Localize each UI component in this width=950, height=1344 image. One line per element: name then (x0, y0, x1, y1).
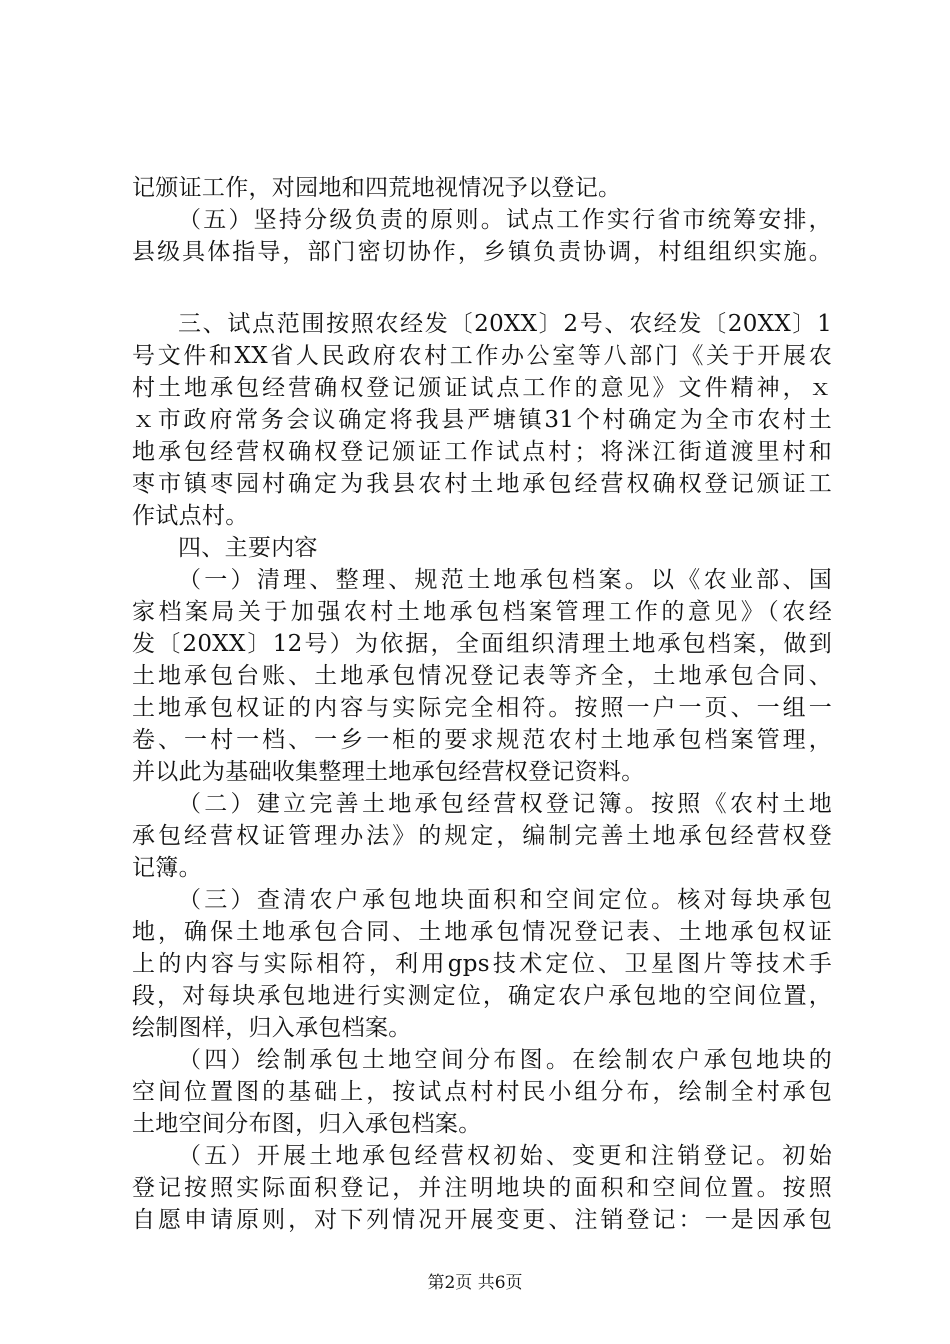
text-line: 土地承包台账、土地承包情况登记表等齐全，土地承包合同、 (132, 663, 832, 689)
text-line: 土地承包权证的内容与实际完全相符。按照一户一页、一组一 (132, 695, 832, 721)
text-line: 号文件和XX省人民政府农村工作办公室等八部门《关于开展农 (132, 343, 832, 369)
text-line: （一）清理、整理、规范土地承包档案。以《农业部、国 (178, 567, 832, 593)
text-line: 空间位置图的基础上，按试点村村民小组分布，绘制全村承包 (132, 1079, 832, 1105)
text-line: 承包经营权证管理办法》的规定，编制完善土地承包经营权登 (132, 823, 832, 849)
text-line: ｘ市政府常务会议确定将我县严塘镇31个村确定为全市农村土 (132, 407, 832, 433)
text-line: 三、试点范围按照农经发〔20XX〕2号、农经发〔20XX〕1 (178, 311, 832, 337)
text-line: 枣市镇枣园村确定为我县农村土地承包经营权确权登记颁证工 (132, 471, 832, 497)
text-line: 自愿申请原则，对下列情况开展变更、注销登记：一是因承包 (132, 1207, 832, 1233)
text-line: 地，确保土地承包合同、土地承包情况登记表、土地承包权证 (132, 919, 832, 945)
text-line: 记簿。 (132, 855, 202, 881)
document-body (132, 172, 832, 1236)
page-number-footer: 第2页 共6页 (427, 1273, 523, 1293)
text-line: （二）建立完善土地承包经营权登记簿。按照《农村土地 (178, 791, 832, 817)
text-line: 记颁证工作，对园地和四荒地视情况予以登记。 (132, 175, 622, 201)
text-line: 家档案局关于加强农村土地承包档案管理工作的意见》（农经 (132, 599, 832, 625)
paragraph-gap (132, 268, 832, 308)
text-line: 作试点村。 (132, 503, 249, 529)
text-line: （五）坚持分级负责的原则。试点工作实行省市统筹安排， (178, 207, 832, 233)
text-line: 县级具体指导，部门密切协作，乡镇负责协调，村组组织实施。 (132, 239, 832, 265)
section-heading: 四、主要内容 (178, 535, 318, 561)
text-line: 上的内容与实际相符，利用gps技术定位、卫星图片等技术手 (132, 951, 832, 977)
text-line: 发〔20XX〕12号）为依据，全面组织清理土地承包档案，做到 (132, 631, 832, 657)
text-line: 并以此为基础收集整理土地承包经营权登记资料。 (132, 759, 645, 785)
text-line: 土地空间分布图，归入承包档案。 (132, 1111, 482, 1137)
text-line: 卷、一村一档、一乡一柜的要求规范农村土地承包档案管理， (132, 727, 832, 753)
text-line: 村土地承包经营确权登记颁证试点工作的意见》文件精神，ｘ (132, 375, 832, 401)
text-line: 地承包经营权确权登记颁证工作试点村；将洣江街道渡里村和 (132, 439, 832, 465)
text-line: 绘制图样，归入承包档案。 (132, 1015, 412, 1041)
text-line: （三）查清农户承包地块面积和空间定位。核对每块承包 (178, 887, 832, 913)
text-line: 登记按照实际面积登记，并注明地块的面积和空间位置。按照 (132, 1175, 832, 1201)
text-line: 段，对每块承包地进行实测定位，确定农户承包地的空间位置， (132, 983, 832, 1009)
text-line: （五）开展土地承包经营权初始、变更和注销登记。初始 (178, 1143, 832, 1169)
text-line: （四）绘制承包土地空间分布图。在绘制农户承包地块的 (178, 1047, 832, 1073)
